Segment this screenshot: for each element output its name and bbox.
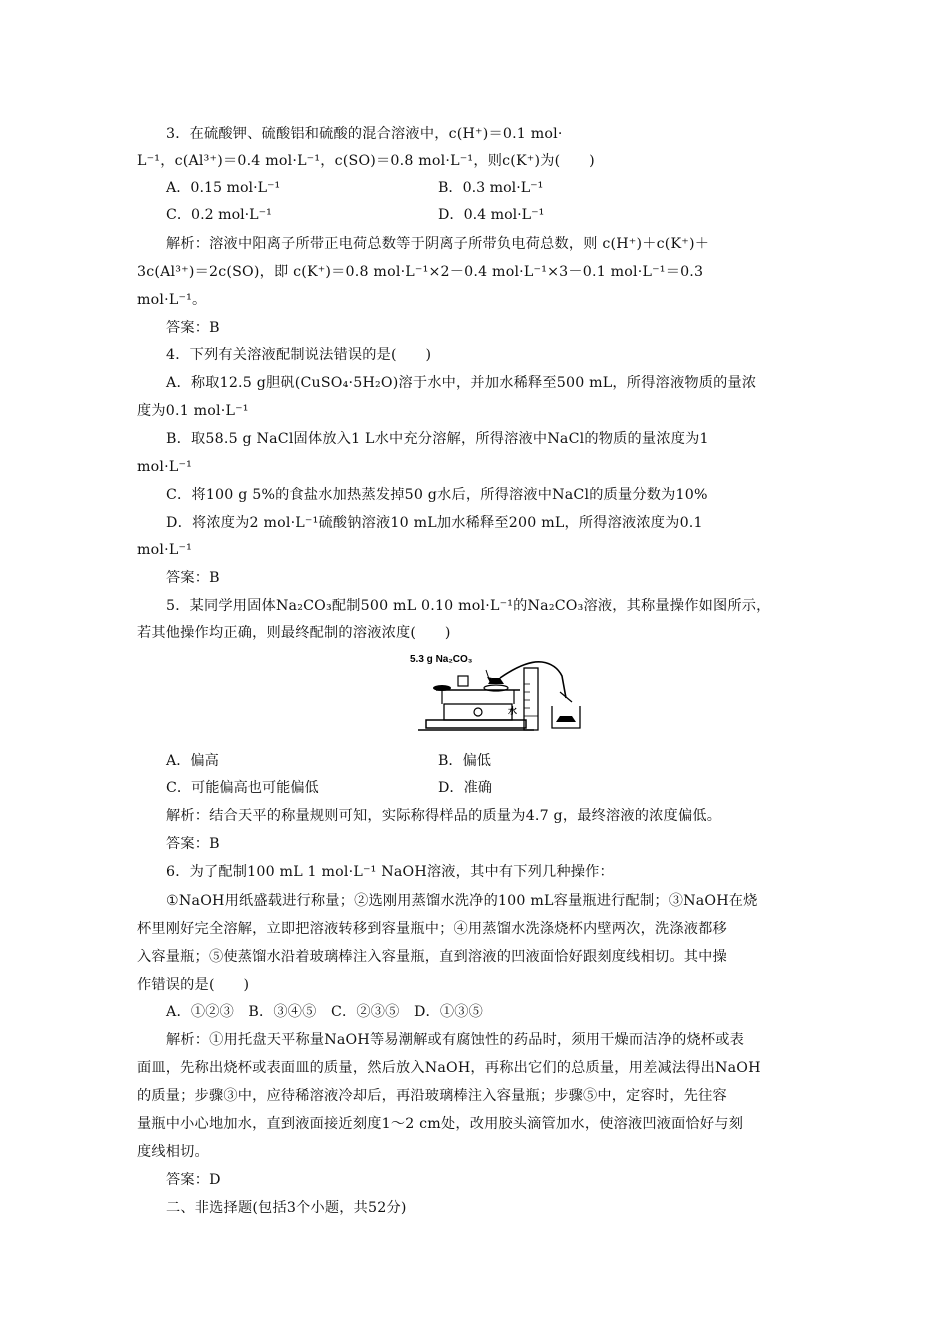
q6-analysis-line-5: 度线相切。	[137, 1144, 209, 1160]
water-label: 水	[508, 706, 518, 716]
q6-analysis-line-2: 面皿，先称出烧杯或表面皿的质量，然后放入NaOH，再称出它们的总质量，用差减法得出NaOH	[137, 1060, 761, 1076]
q6-analysis-line-1: 解析：①用托盘天平称量NaOH等易潮解或有腐蚀性的药品时，须用干燥而洁净的烧杯或表	[166, 1032, 745, 1048]
q3-answer: 答案：B	[166, 320, 220, 336]
q3-stem-line-2: L⁻¹，c(Al³⁺)＝0.4 mol·L⁻¹，c(SO)＝0.8 mol·L⁻¹，则c(K⁺)为( )	[137, 153, 595, 169]
glass-rod	[560, 692, 572, 702]
balance-supports	[442, 690, 514, 704]
q6-analysis-line-3: 的质量；步骤③中，应待稀溶液冷却后，再沿玻璃棒注入容量瓶；步骤⑤中，定容时，先往容	[137, 1088, 727, 1104]
q4-option-a-line-2: 度为0.1 mol·L⁻¹	[137, 403, 249, 419]
q4-stem: 4．下列有关溶液配制说法错误的是( )	[166, 347, 432, 363]
balance-weighing-figure	[406, 650, 584, 736]
q4-option-a-line-1: A．称取12.5 g胆矾(CuSO₄·5H₂O)溶于水中，并加水稀释至500 mL，所得溶液物质的量浓	[166, 375, 757, 391]
q3-analysis-line-3: mol·L⁻¹。	[137, 292, 207, 308]
q4-option-d-line-2: mol·L⁻¹	[137, 542, 193, 558]
q4-option-d-line-1: D．将浓度为2 mol·L⁻¹硫酸钠溶液10 mL加水稀释至200 mL，所得溶液浓度为0.1	[166, 515, 703, 531]
q3-analysis-line-2: 3c(Al³⁺)＝2c(SO)，即 c(K⁺)＝0.8 mol·L⁻¹×2－0.4 mol·L⁻¹×3－0.1 mol·L⁻¹＝0.3	[137, 264, 704, 280]
balance-dial	[474, 708, 482, 716]
q4-answer: 答案：B	[166, 570, 220, 586]
q5-option-a: A．偏高	[166, 753, 219, 769]
q3-option-c: C．0.2 mol·L⁻¹	[166, 207, 272, 223]
section-2-heading: 二、非选择题(包括3个小题，共52分)	[166, 1200, 407, 1216]
q6-operations-line-3: 入容量瓶；⑤使蒸馏水沿着玻璃棒注入容量瓶，直到溶液的凹液面恰好跟刻度线相切。其中操	[137, 949, 727, 965]
q5-option-b: B．偏低	[438, 753, 491, 769]
weight-block	[458, 676, 468, 686]
q6-stem: 6．为了配制100 mL 1 mol·L⁻¹ NaOH溶液，其中有下列几种操作：	[166, 864, 614, 880]
q3-option-a: A．0.15 mol·L⁻¹	[166, 180, 281, 196]
q6-operations-line-4: 作错误的是( )	[137, 977, 250, 993]
q3-option-b: B．0.3 mol·L⁻¹	[438, 180, 544, 196]
beaker-contents	[556, 716, 576, 722]
cylinder-marks	[524, 684, 538, 716]
q5-analysis: 解析：结合天平的称量规则可知，实际称得样品的质量为4.7 g，最终溶液的浓度偏低。	[166, 808, 722, 824]
delivery-tube	[500, 662, 566, 698]
q5-stem-line-1: 5．某同学用固体Na₂CO₃配制500 mL 0.10 mol·L⁻¹的Na₂CO₃溶液，其称量操作如图所示，	[166, 598, 771, 614]
q5-option-d: D．准确	[438, 780, 492, 796]
q4-option-c: C．将100 g 5%的食盐水加热蒸发掉50 g水后，所得溶液中NaCl的质量分数为10%	[166, 487, 708, 503]
q3-stem-line-1: 3．在硫酸钾、硫酸铝和硫酸的混合溶液中，c(H⁺)＝0.1 mol·	[166, 126, 563, 142]
figure-label: 5.3 g Na₂CO₃	[410, 654, 473, 665]
balance-base	[426, 720, 526, 728]
q6-options: A．①②③ B．③④⑤ C．②③⑤ D．①③⑤	[166, 1004, 484, 1020]
q4-option-b-line-1: B．取58.5 g NaCl固体放入1 L水中充分溶解，所得溶液中NaCl的物质的量浓度为1	[166, 431, 709, 447]
q6-operations-line-2: 杯里刚好完全溶解，立即把溶液转移到容量瓶中；④用蒸馏水洗涤烧杯内壁两次，洗涤液都移	[137, 921, 727, 937]
q6-answer: 答案：D	[166, 1172, 221, 1188]
q3-analysis-line-1: 解析：溶液中阳离子所带正电荷总数等于阴离子所带负电荷总数，则 c(H⁺)＋c(K⁺)＋	[166, 236, 710, 252]
left-pan	[433, 685, 451, 691]
q3-option-d: D．0.4 mol·L⁻¹	[438, 207, 545, 223]
q5-option-c: C．可能偏高也可能偏低	[166, 780, 319, 796]
balance-body	[444, 704, 512, 720]
q5-stem-line-2: 若其他操作均正确，则最终配制的溶液浓度( )	[137, 625, 451, 641]
q5-answer: 答案：B	[166, 836, 220, 852]
q4-option-b-line-2: mol·L⁻¹	[137, 459, 193, 475]
q6-operations-line-1: ①NaOH用纸盛载进行称量；②选刚用蒸馏水洗净的100 mL容量瓶进行配制；③NaOH在烧	[166, 893, 758, 909]
q6-analysis-line-4: 量瓶中小心地加水，直到液面接近刻度1～2 cm处，改用胶头滴管加水，使溶液凹液面恰好与刻	[137, 1116, 744, 1132]
